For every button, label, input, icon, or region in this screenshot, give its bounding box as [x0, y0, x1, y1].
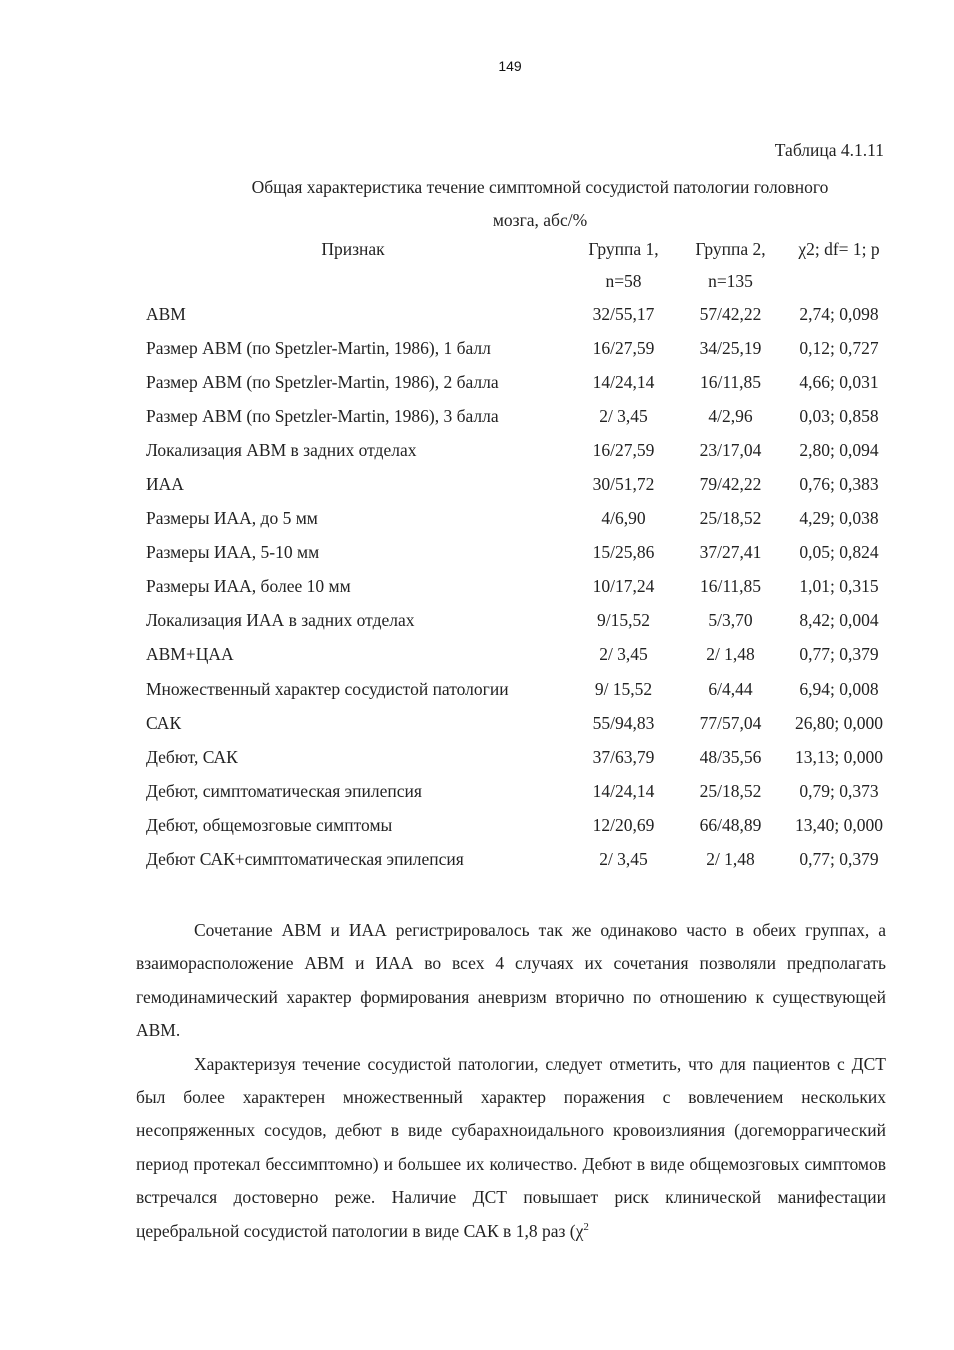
table-row — [136, 331, 894, 365]
row-group2: 23/17,04 — [699, 439, 762, 460]
row-chi: 2,80; 0,094 — [799, 439, 879, 460]
row-chi: 8,42; 0,004 — [799, 610, 879, 631]
row-group2: 48/35,56 — [699, 746, 762, 767]
table-row — [136, 672, 894, 706]
row-chi: 6,94; 0,008 — [799, 678, 879, 699]
table-row — [136, 706, 894, 740]
row-feature: Локализация АВМ в задних отделах — [146, 439, 417, 460]
row-feature: Множественный характер сосудистой патологии — [146, 678, 509, 699]
header-feature: Признак — [321, 238, 385, 259]
row-feature: Размер АВМ (по Spetzler-Martin, 1986), 1 балл — [146, 337, 491, 358]
row-group2: 25/18,52 — [699, 508, 762, 529]
row-feature: Локализация ИАА в задних отделах — [146, 610, 415, 631]
table-row — [136, 843, 894, 877]
table-label: Таблица 4.1.11 — [774, 140, 884, 160]
table-row — [136, 297, 894, 331]
header-group2-n: n=135 — [708, 270, 753, 291]
row-group2: 2/ 1,48 — [706, 644, 755, 665]
table-header-row-1 — [136, 233, 894, 265]
row-group1: 2/ 3,45 — [599, 644, 648, 665]
row-group1: 2/ 3,45 — [599, 849, 648, 870]
row-group2: 79/42,22 — [699, 474, 762, 495]
row-group2: 16/11,85 — [699, 371, 762, 392]
row-group1: 12/20,69 — [592, 814, 655, 835]
row-group2: 37/27,41 — [699, 542, 762, 563]
row-feature: Дебют, симптоматическая эпилепсия — [146, 780, 422, 801]
row-group1: 9/15,52 — [597, 610, 650, 631]
row-feature: САК — [146, 712, 182, 733]
table-row — [136, 604, 894, 638]
row-group1: 30/51,72 — [592, 474, 655, 495]
row-chi: 0,12; 0,727 — [799, 337, 879, 358]
paragraph-2 — [136, 1048, 886, 1248]
row-group2: 57/42,22 — [699, 303, 762, 324]
row-chi: 0,79; 0,373 — [799, 780, 879, 801]
row-chi: 0,77; 0,379 — [799, 849, 879, 870]
table-row — [136, 638, 894, 672]
table-body — [136, 297, 894, 877]
table-row — [136, 467, 894, 501]
row-chi: 13,13; 0,000 — [795, 746, 883, 767]
row-chi: 26,80; 0,000 — [795, 712, 883, 733]
table-header-row-2 — [136, 265, 894, 297]
header-empty — [136, 265, 570, 297]
table-row — [136, 433, 894, 467]
table-title-line-2: мозга, абс/% — [492, 210, 588, 230]
table-title-line-1: Общая характеристика течение симптомной сосудистой патологии головного — [251, 177, 829, 197]
table-row — [136, 536, 894, 570]
row-group1: 14/24,14 — [592, 780, 655, 801]
row-group2: 5/3,70 — [708, 610, 753, 631]
table-row — [136, 365, 894, 399]
row-chi: 0,77; 0,379 — [799, 644, 879, 665]
row-group1: 10/17,24 — [592, 576, 655, 597]
header-group1-n: n=58 — [605, 270, 642, 291]
row-chi: 0,03; 0,858 — [799, 405, 879, 426]
row-group1: 55/94,83 — [592, 712, 655, 733]
row-feature: Размер АВМ (по Spetzler-Martin, 1986), 3 балла — [146, 405, 499, 426]
row-chi: 4,66; 0,031 — [799, 371, 879, 392]
row-group2: 16/11,85 — [699, 576, 762, 597]
table-row — [136, 740, 894, 774]
table-row — [136, 774, 894, 808]
row-chi: 4,29; 0,038 — [799, 508, 879, 529]
row-chi: 13,40; 0,000 — [795, 814, 883, 835]
row-group2: 66/48,89 — [699, 814, 762, 835]
table-row — [136, 808, 894, 842]
row-group1: 16/27,59 — [592, 439, 655, 460]
header-group2: Группа 2, — [695, 238, 766, 259]
body-text — [136, 914, 886, 1248]
header-group1: Группа 1, — [588, 238, 659, 259]
row-feature: Размеры ИАА, более 10 мм — [146, 576, 351, 597]
row-group1: 14/24,14 — [592, 371, 655, 392]
row-feature: ИАА — [146, 474, 184, 495]
chi-superscript: 2 — [583, 1220, 589, 1233]
paragraph-1: Сочетание АВМ и ИАА регистрировалось так же одинаково часто в обеих группах, а взаиморасположение АВМ и ИАА во всех 4 случаях их сочетания позволяли предполагать гемодинамический характер формирования аневризм вторично по отношению к существующей АВМ. — [136, 920, 886, 1041]
row-feature: АВМ+ЦАА — [146, 644, 234, 665]
row-chi: 0,76; 0,383 — [799, 474, 879, 495]
row-feature: Размеры ИАА, до 5 мм — [146, 508, 318, 529]
paragraph-2-text: Характеризуя течение сосудистой патологии, следует отметить, что для пациентов с ДСТ был более характерен множественный характер поражения с вовлечением нескольких несопряженных сосудов, дебют в виде субарахноидального кровоизлияния (догеморрагический период протекал бессимптомно) и большее их количество. Дебют в виде общемозговых симптомов встречался достоверно реже. Наличие ДСТ повышает риск клинической манифестации церебральной сосудистой патологии в виде САК в 1,8 раз (χ — [136, 1053, 886, 1241]
data-table — [136, 233, 894, 877]
row-group2: 4/2,96 — [708, 405, 753, 426]
row-group1: 4/6,90 — [601, 508, 646, 529]
row-group2: 34/25,19 — [699, 337, 762, 358]
row-group1: 16/27,59 — [592, 337, 655, 358]
table-row — [136, 502, 894, 536]
row-chi: 2,74; 0,098 — [799, 303, 879, 324]
row-feature: Размер АВМ (по Spetzler-Martin, 1986), 2 балла — [146, 371, 499, 392]
row-group2: 77/57,04 — [699, 712, 762, 733]
row-feature: АВМ — [146, 303, 186, 324]
row-feature: Размеры ИАА, 5-10 мм — [146, 542, 320, 563]
table-title — [200, 171, 880, 237]
row-group2: 2/ 1,48 — [706, 849, 755, 870]
header-chi: χ2; df= 1; p — [798, 238, 880, 259]
row-chi: 1,01; 0,315 — [799, 576, 879, 597]
row-feature: Дебют, общемозговые симптомы — [146, 814, 393, 835]
table-row — [136, 399, 894, 433]
page-number: 149 — [498, 58, 522, 74]
row-group1: 37/63,79 — [592, 746, 655, 767]
row-group1: 32/55,17 — [592, 303, 655, 324]
row-group1: 15/25,86 — [592, 542, 655, 563]
row-group1: 2/ 3,45 — [599, 405, 648, 426]
header-empty-chi — [784, 265, 894, 297]
row-group2: 25/18,52 — [699, 780, 762, 801]
row-feature: Дебют САК+симптоматическая эпилепсия — [146, 849, 464, 870]
row-group2: 6/4,44 — [708, 678, 753, 699]
table-row — [136, 570, 894, 604]
row-chi: 0,05; 0,824 — [799, 542, 879, 563]
row-group1: 9/ 15,52 — [594, 678, 653, 699]
row-feature: Дебют, САК — [146, 746, 238, 767]
